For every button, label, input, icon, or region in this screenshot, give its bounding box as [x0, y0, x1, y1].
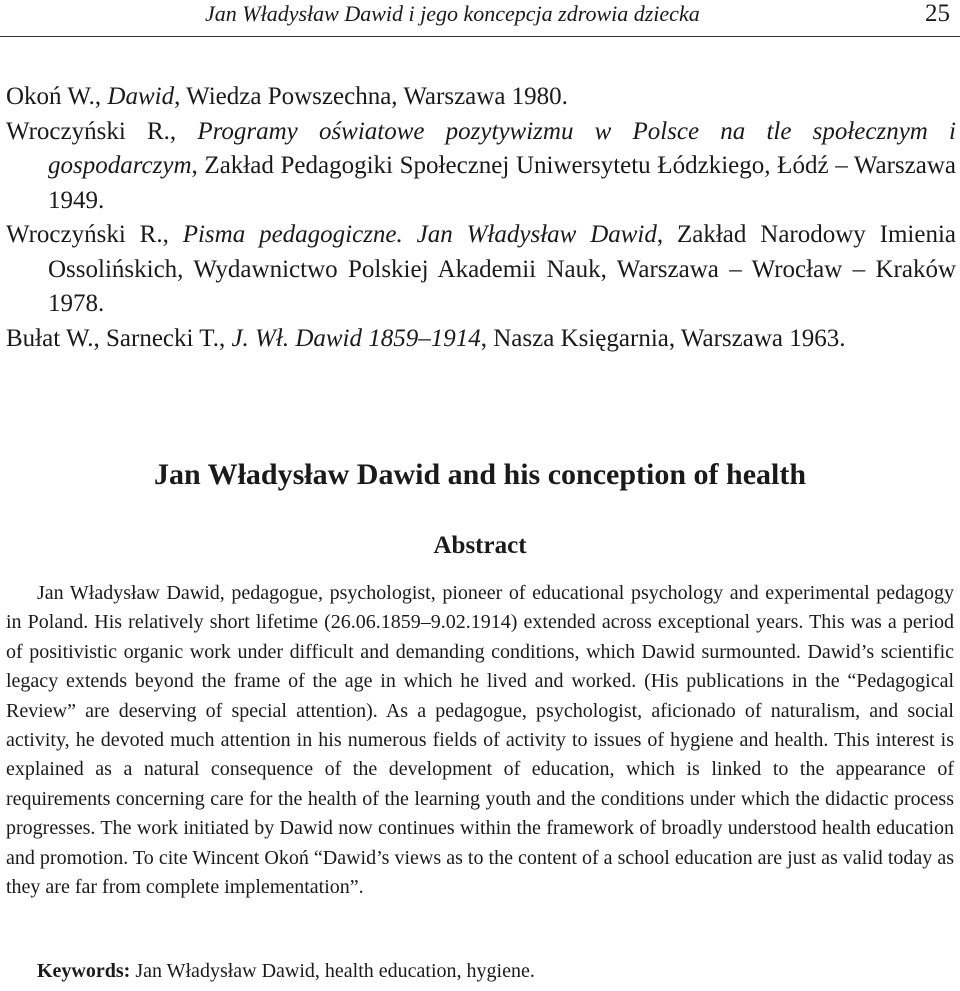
reference-item — [6, 218, 956, 322]
reference-authors: Wroczyński R., — [6, 221, 183, 248]
reference-title: Dawid — [107, 83, 175, 110]
keywords-value: Jan Władysław Dawid, health education, hygiene. — [130, 960, 535, 982]
reference-publisher: , Wiedza Powszechna, Warszawa 1980. — [174, 83, 568, 110]
page-number: 25 — [925, 0, 950, 27]
reference-authors: Wroczyński R., — [6, 117, 198, 145]
reference-title: Programy oświatowe pozytywizmu w Polsce na tle społecznym i gospodarczym — [48, 117, 956, 179]
abstract-heading: Abstract — [433, 532, 527, 559]
reference-publisher: , Nasza Księgarnia, Warszawa 1963. — [480, 324, 846, 352]
reference-authors: Okoń W., — [6, 83, 108, 110]
reference-publisher: , Zakład Pedagogiki Społecznej Uniwersytetu Łódzkiego, Łódź – Warszawa 1949. — [48, 152, 956, 214]
running-head — [0, 0, 960, 37]
keywords-label: Keywords: — [37, 960, 131, 982]
abstract-body: Jan Władysław Dawid, pedagogue, psychologist, pioneer of educational psychology and experimental pedagogy in Poland. His relatively short lifetime (26.06.1859–9.02.1914) extended across exceptional years. This was a period of positivistic organic work under difficult and demanding conditions, which Dawid surmounted. Dawid’s scientific legacy extends beyond the frame of the age in which he lived and worked. (His publications in the “Pedagogical Review” are deserving of special attention). As a pedagogue, psychologist, aficionado of naturalism, and social activity, he devoted much attention in his numerous fields of activity to issues of hygiene and health. This interest is explained as a natural consequence of the development of education, which is linked to the appearance of requirements concerning care for the health of the learning youth and the conditions under which the didactic process progresses. The work initiated by Dawid now continues within the framework of broadly understood health education and promotion. To cite Wincent Okoń “Dawid’s views as to the content of a school education are just as valid today as they are far from complete implementation”. — [6, 582, 954, 899]
reference-item — [6, 80, 956, 115]
reference-item — [6, 115, 956, 219]
reference-publisher: , Zakład Narodowy Imienia Ossolińskich, Wydawnictwo Polskiej Akademii Nauk, Warszawa – Wrocław – Kraków 1978. — [48, 221, 957, 317]
reference-title: J. Wł. Dawid 1859–1914 — [231, 324, 481, 352]
reference-list — [6, 80, 956, 356]
article-title: Jan Władysław Dawid and his conception of health — [153, 458, 807, 491]
keywords-line — [37, 957, 535, 986]
reference-item — [6, 322, 956, 357]
running-head-title: Jan Władysław Dawid i jego koncepcja zdrowia dziecka — [205, 1, 700, 26]
reference-title: Pisma pedagogiczne. Jan Władysław Dawid — [182, 221, 657, 248]
reference-authors: Bułat W., Sarnecki T., — [6, 324, 232, 352]
